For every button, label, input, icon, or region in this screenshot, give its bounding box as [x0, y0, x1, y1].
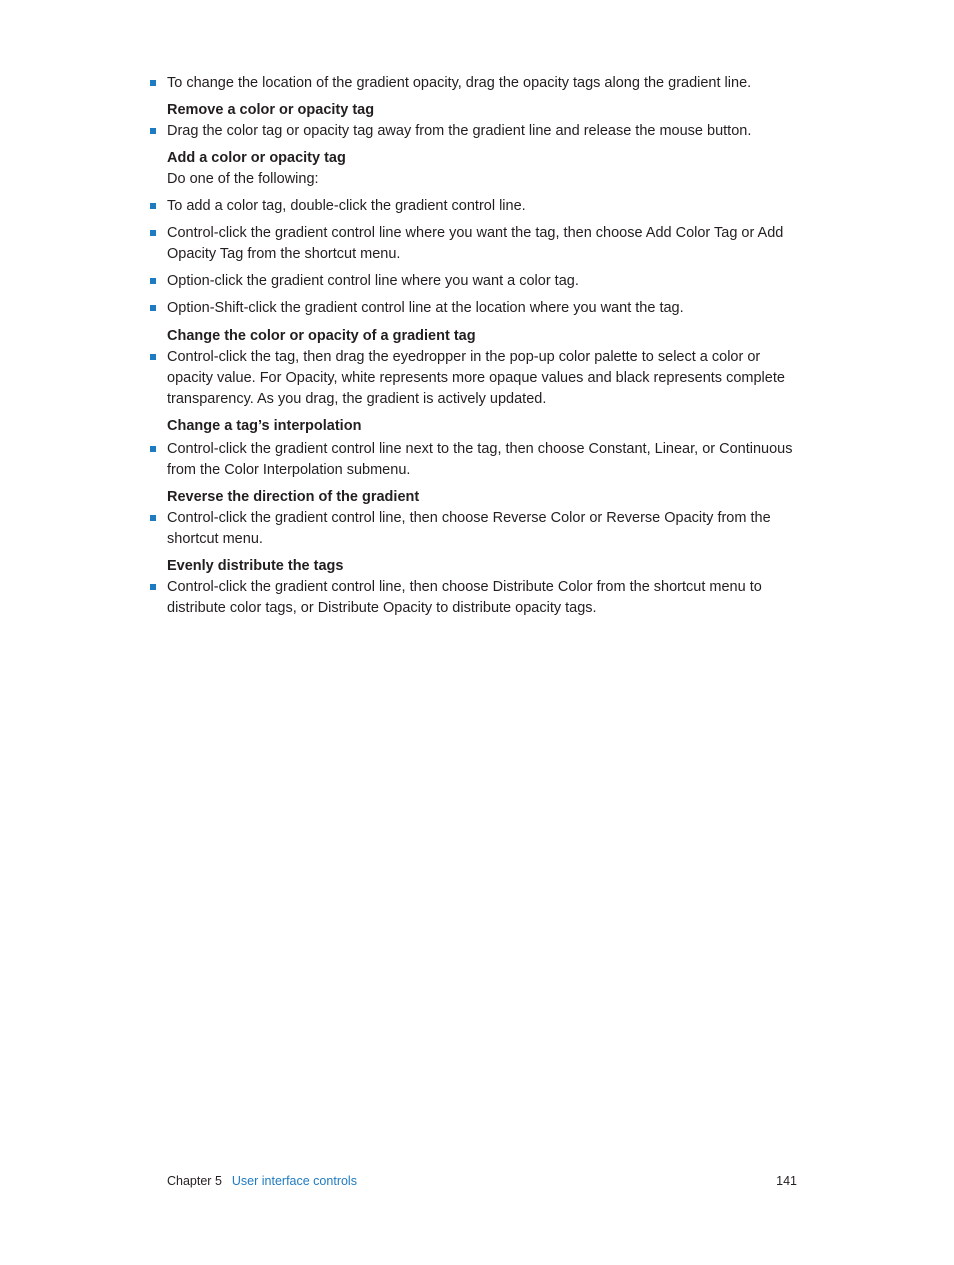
bullet-list — [167, 73, 797, 94]
section-heading: Change a tag’s interpolation — [167, 418, 362, 434]
section-reverse-direction — [167, 487, 797, 550]
list-item — [167, 347, 797, 410]
bullet-text: Control-click the gradient control line, then choose Distribute Color from the shortcut menu to distribute color tags, or Distribute Opacity to distribute opacity tags. — [167, 579, 762, 616]
bullet-list — [167, 508, 797, 550]
bullet-icon — [150, 584, 156, 590]
list-item — [167, 439, 797, 481]
list-item — [167, 121, 797, 142]
bullet-icon — [150, 203, 156, 209]
section-distribute-tags — [167, 556, 797, 619]
section-heading: Change the color or opacity of a gradient tag — [167, 328, 476, 344]
bullet-text: Drag the color tag or opacity tag away from the gradient line and release the mouse button. — [167, 123, 752, 139]
list-item — [167, 223, 797, 265]
list-item — [167, 73, 797, 94]
bullet-list — [167, 196, 797, 319]
section-heading: Reverse the direction of the gradient — [167, 489, 420, 505]
bullet-list — [167, 577, 797, 619]
bullet-text: To change the location of the gradient opacity, drag the opacity tags along the gradient line. — [167, 75, 752, 91]
bullet-icon — [150, 80, 156, 86]
section-heading: Evenly distribute the tags — [167, 558, 344, 574]
bullet-icon — [150, 278, 156, 284]
list-item — [167, 577, 797, 619]
chapter-label: Chapter 5 — [167, 1174, 222, 1188]
bullet-list — [167, 121, 797, 142]
page-number: 141 — [776, 1174, 797, 1188]
bullet-text: Option-Shift-click the gradient control line at the location where you want the tag. — [167, 300, 684, 316]
bullet-text: Control-click the tag, then drag the eyedropper in the pop-up color palette to select a color or opacity value. For Opacity, white represents more opaque values and black represents complete transparency. As you drag, the gradient is actively updated. — [167, 349, 785, 407]
bullet-text: Control-click the gradient control line where you want the tag, then choose Add Color Tag or Add Opacity Tag from the shortcut menu. — [167, 225, 784, 262]
section-intro: Do one of the following: — [167, 171, 319, 187]
bullet-text: To add a color tag, double-click the gradient control line. — [167, 198, 526, 214]
bullet-text: Control-click the gradient control line next to the tag, then choose Constant, Linear, or Continuous from the Color Interpolation submenu. — [167, 441, 793, 478]
list-item — [167, 508, 797, 550]
page-footer — [167, 1173, 797, 1189]
list-item — [167, 271, 797, 292]
bullet-icon — [150, 305, 156, 311]
bullet-icon — [150, 128, 156, 134]
page-content — [167, 73, 797, 625]
bullet-icon — [150, 354, 156, 360]
list-item — [167, 196, 797, 217]
section-change-color-opacity — [167, 326, 797, 410]
bullet-icon — [150, 515, 156, 521]
bullet-text: Option-click the gradient control line where you want a color tag. — [167, 273, 579, 289]
bullet-list — [167, 439, 797, 481]
section-remove-tag — [167, 100, 797, 142]
list-item — [167, 298, 797, 319]
bullet-icon — [150, 446, 156, 452]
section-heading: Add a color or opacity tag — [167, 150, 346, 166]
bullet-icon — [150, 230, 156, 236]
bullet-list — [167, 347, 797, 410]
bullet-text: Control-click the gradient control line, then choose Reverse Color or Reverse Opacity from the shortcut menu. — [167, 510, 771, 547]
chapter-title-link[interactable]: User interface controls — [231, 1174, 357, 1188]
section-heading: Remove a color or opacity tag — [167, 102, 375, 118]
section-add-tag — [167, 148, 797, 319]
section-interpolation — [167, 416, 797, 481]
section-gradient-opacity — [167, 73, 797, 94]
